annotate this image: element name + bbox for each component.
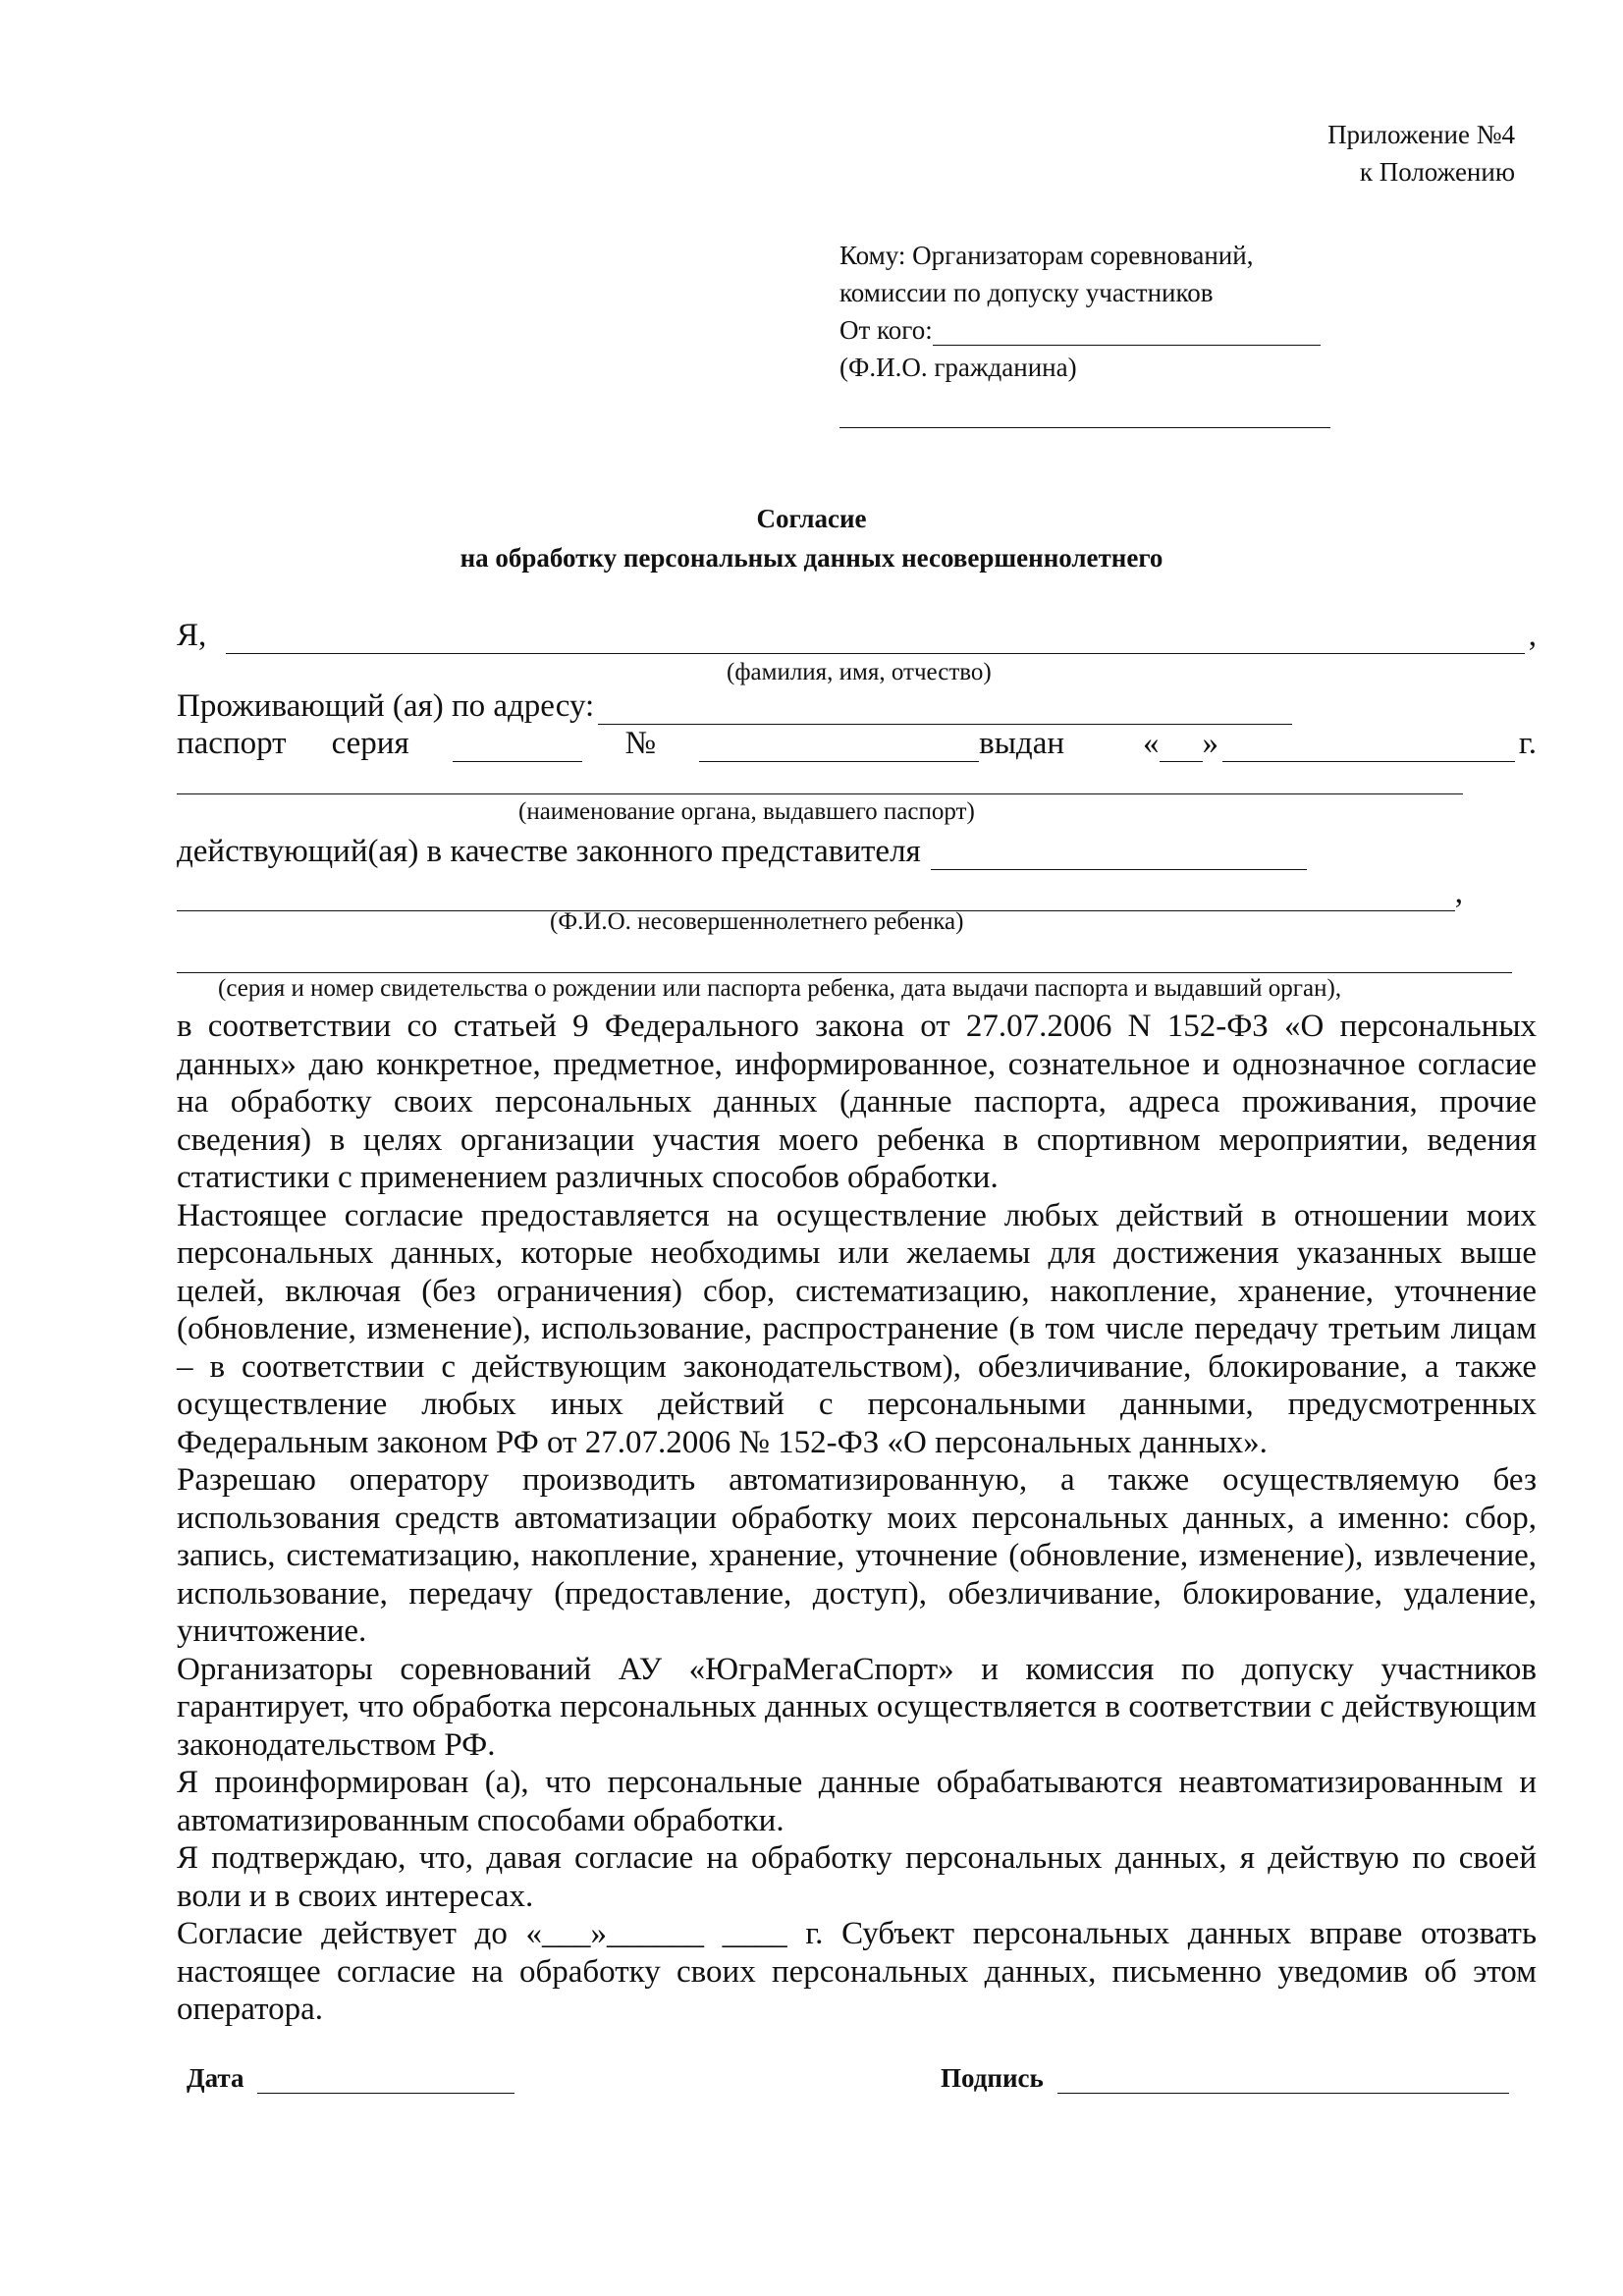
paragraph-guarantee: Организаторы соревнований АУ «ЮграМегаСпорт» и комиссия по допуску участников гарантирует, что обработка персональных данных осуществляется в соответствии с действующим законодательством РФ. bbox=[177, 1651, 1537, 1763]
address-label: Проживающий (ая) по адресу: bbox=[177, 688, 595, 724]
addressee-block bbox=[839, 234, 1330, 428]
issued-label: выдан bbox=[979, 726, 1065, 761]
representative-field[interactable] bbox=[931, 840, 1307, 870]
row-fio bbox=[177, 617, 1537, 654]
appendix-header bbox=[1327, 116, 1515, 191]
quote-open: « bbox=[1143, 726, 1160, 761]
fio-field[interactable] bbox=[226, 624, 1524, 654]
year-label: г. bbox=[1518, 726, 1537, 761]
address-field[interactable] bbox=[598, 694, 1292, 725]
row-passport bbox=[177, 725, 1537, 762]
signature-block bbox=[941, 2062, 1509, 2094]
from-label: От кого: bbox=[839, 315, 933, 345]
child-caption: (Ф.И.О. несовершеннолетнего ребенка) bbox=[550, 908, 964, 935]
quote-close: » bbox=[1202, 726, 1219, 761]
addressee-to-2: комиссии по допуску участников bbox=[839, 278, 1214, 307]
body-text bbox=[177, 1008, 1537, 2029]
number-label: № bbox=[624, 726, 657, 761]
certificate-caption: (серия и номер свидетельства о рождении или паспорта ребенка, дата выдачи паспорта и выдавший орган), bbox=[218, 975, 1342, 1002]
from-name-field[interactable] bbox=[933, 315, 1321, 346]
paragraph-legal-basis: в соответствии со статьей 9 Федерального закона от 27.07.2006 N 152-ФЗ «О персональных данных» даю конкретное, предметное, информированное, сознательное и однозначное согласие на обработку своих персональных данных (данные паспорта, адреса проживания, прочие сведения) в целях организации участия моего ребенка в спортивном мероприятии, ведения статистики с применением различных способов обработки. bbox=[177, 1009, 1537, 1195]
row-certificate bbox=[177, 943, 1512, 973]
paragraph-scope: Настоящее согласие предоставляется на осуществление любых действий в отношении моих персональных данных, которые необходимы или желаемы для достижения указанных выше целей, включая (без ограничения) сбор, систематизацию, накопление, хранение, уточнение (обновление, изменение), использование, распространение (в том числе передачу третьим лицам – в соответствии с действующим законодательством), обезличивание, блокирование, а также осуществление любых иных действий с персональными данными, предусмотренных Федеральным законом РФ от 27.07.2006 № 152-ФЗ «О персональных данных». bbox=[177, 1197, 1537, 1460]
i-label: Я, bbox=[177, 618, 207, 653]
issuer-field[interactable] bbox=[177, 764, 1463, 794]
day-field[interactable] bbox=[1160, 732, 1203, 762]
date-field[interactable] bbox=[1222, 732, 1515, 762]
appendix-reference: к Положению bbox=[1359, 157, 1515, 187]
paragraph-permission: Разрешаю оператору производить автоматизированную, а также осуществляемую без использования средств автоматизации обработку моих персональных данных, а именно: сбор, запись, систематизацию, накопление, хранение, уточнение (обновление, изменение), извлечение, использование, передачу (предоставление, доступ), обезличивание, блокирование, удаление, уничтожение. bbox=[177, 1462, 1537, 1649]
from-extra-field[interactable] bbox=[839, 398, 1330, 428]
row-representative bbox=[177, 833, 1311, 870]
addressee-to: Кому: Организаторам соревнований, bbox=[839, 241, 1254, 270]
certificate-field[interactable] bbox=[177, 943, 1512, 973]
signature-label: Подпись bbox=[941, 2063, 1044, 2093]
paragraph-informed: Я проинформирован (а), что персональные данные обрабатываются неавтоматизированным и автоматизированным способами обработки. bbox=[177, 1765, 1537, 1838]
passport-label: паспорт bbox=[177, 726, 287, 761]
series-field[interactable] bbox=[453, 732, 582, 762]
signature-field[interactable] bbox=[1057, 2063, 1509, 2094]
document-title: Согласие bbox=[756, 504, 867, 533]
row-issuer bbox=[177, 764, 1463, 794]
from-caption: (Ф.И.О. гражданина) bbox=[839, 353, 1077, 382]
date-label: Дата bbox=[187, 2063, 244, 2093]
document-subtitle: на обработку персональных данных несовершеннолетнего bbox=[460, 543, 1163, 573]
child-comma: , bbox=[1454, 875, 1463, 910]
date-block bbox=[187, 2062, 514, 2094]
addressee-from bbox=[839, 308, 1330, 346]
date-signature-field[interactable] bbox=[257, 2063, 514, 2094]
row-address bbox=[177, 687, 1296, 725]
row-child-name bbox=[177, 874, 1463, 911]
series-label: серия bbox=[331, 726, 409, 761]
paragraph-confirmation: Я подтверждаю, что, давая согласие на обработку персональных данных, я действую по своей воли и в своих интересах. bbox=[177, 1840, 1537, 1914]
from-extra-line bbox=[839, 383, 1330, 428]
appendix-number: Приложение №4 bbox=[1327, 120, 1515, 149]
fio-caption: (фамилия, имя, отчество) bbox=[727, 659, 992, 685]
issuer-caption: (наименование органа, выдавшего паспорт) bbox=[518, 798, 975, 825]
number-field[interactable] bbox=[699, 732, 979, 762]
fio-comma: , bbox=[1528, 618, 1537, 653]
paragraph-validity: Согласие действует до «___»______ ____ г. Субъект персональных данных вправе отозвать настоящее согласие на обработку своих персональных данных, письменно уведомив об этом оператора. bbox=[177, 1916, 1537, 2027]
representative-label: действующий(ая) в качестве законного представителя bbox=[177, 834, 921, 869]
